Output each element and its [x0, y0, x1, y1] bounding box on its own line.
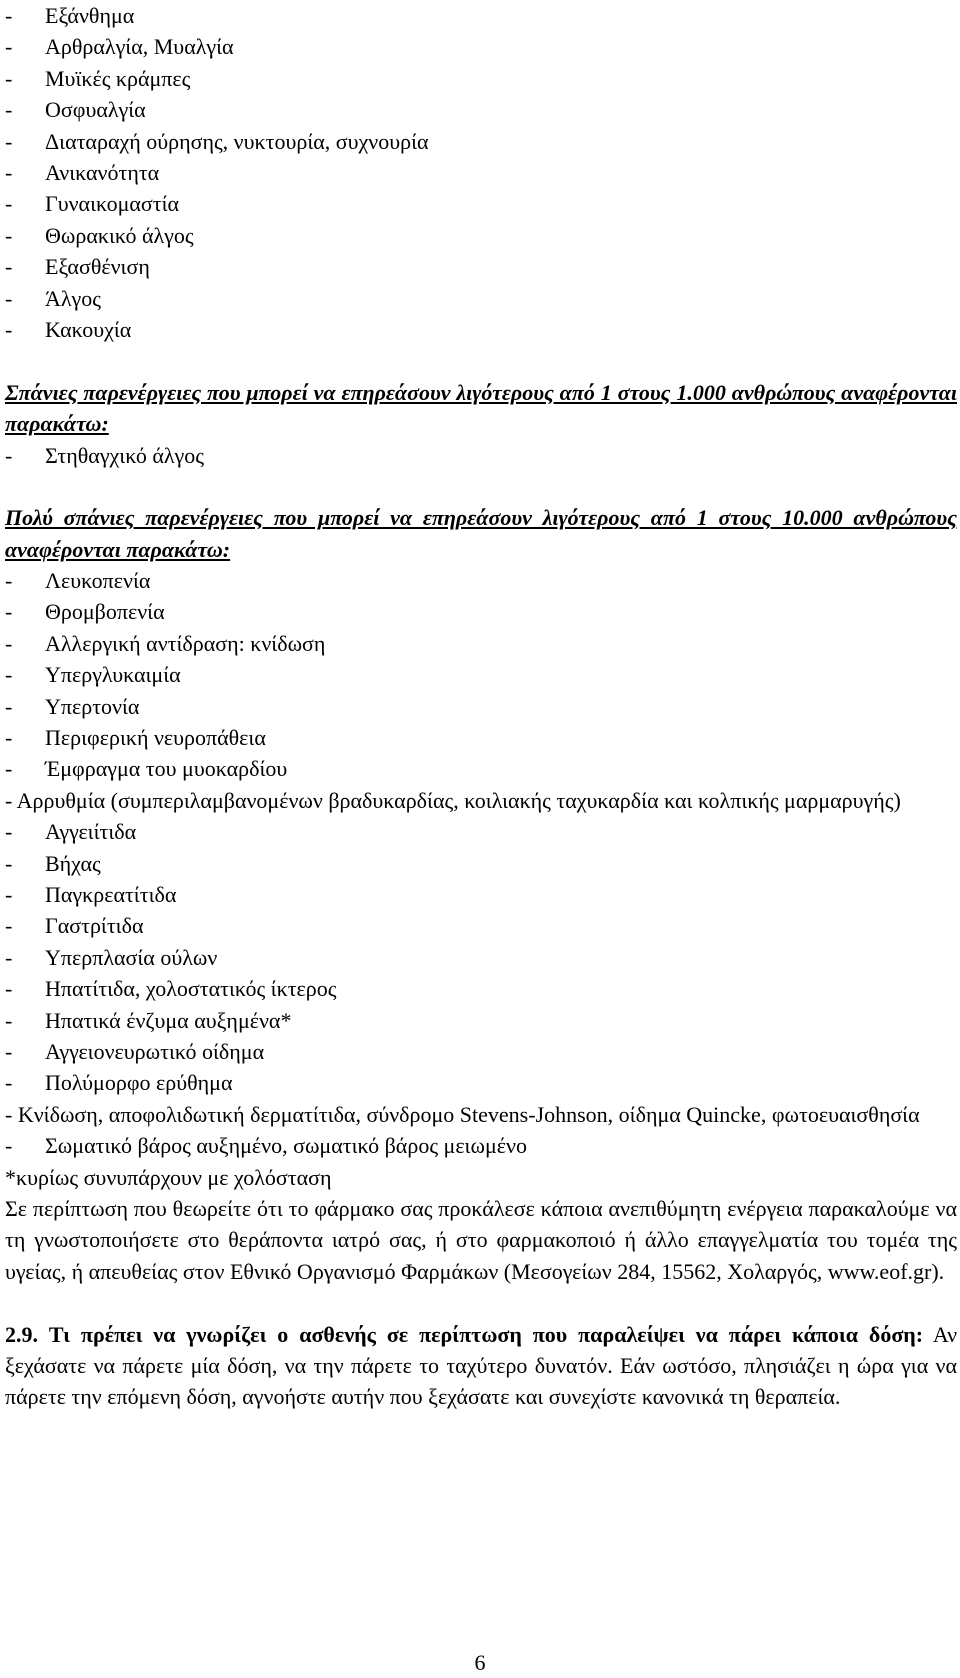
list-item: - Περιφερική νευροπάθεια: [5, 725, 266, 751]
list-item: - Υπερπλασία ούλων: [5, 944, 218, 970]
list-item: - Γαστρίτιδα: [5, 913, 144, 939]
list-item: - Παγκρεατίτιδα: [5, 882, 177, 908]
report-paragraph: Σε περίπτωση που θεωρείτε ότι το φάρμακο σας προκάλεσε κάποια ανεπιθύμητη ενέργεια παρακαλούμε να τη γνωστοποιήσετε στο θεράποντα ιατρό σας, ή στο φαρμακοποιό ή άλλο επαγγελματία του τομέα της υγείας, ή απευθείας στον Εθνικό Οργανισμό Φαρμάκων (Μεσογείων 284, 15562, Χολαργός, www.eof.gr).: [5, 1195, 957, 1284]
spacer: [5, 345, 957, 376]
page-number: 6: [474, 1650, 486, 1675]
list-item: - Θωρακικό άλγος: [5, 222, 194, 248]
list-item: - Ανικανότητα: [5, 159, 160, 185]
section-title: Τι πρέπει να γνωρίζει ο ασθενής σε περίπτωση που παραλείψει να πάρει κάποια δόση:: [48, 1321, 924, 1347]
list-item: - Αγγειίτιδα: [5, 819, 137, 845]
list-item: - Κακουχία: [5, 316, 132, 342]
list-item: - Διαταραχή ούρησης, νυκτουρία, συχνουρία: [5, 128, 429, 154]
heading-uncommon: Σπάνιες παρενέργειες που μπορεί να επηρεάσουν λιγότερους από 1 στους 1.000 ανθρώπους αναφέρονται παρακάτω:: [5, 379, 957, 437]
section-body: Αν ξεχάσατε να πάρετε μία δόση, να την πάρετε το ταχύτερο δυνατόν. Εάν ωστόσο, πλησιάζει η ώρα για να πάρετε την επόμενη δόση, αγνοήστε αυτήν που ξεχάσατε και συνεχίστε κανονικά τη θεραπεία.: [5, 1321, 958, 1410]
list-item: - Άλγος: [5, 285, 101, 311]
spacer: [5, 1287, 957, 1318]
list-item: - Ηπατίτιδα, χολοστατικός ίκτερος: [5, 976, 337, 1002]
section-2-9: [5, 1319, 957, 1413]
list-item: - Γυναικομαστία: [5, 191, 180, 217]
list-item: - Οσφυαλγία: [5, 97, 146, 123]
list-item: - Θρομβοπενία: [5, 599, 165, 625]
document-body: [5, 0, 957, 1413]
list-item: - Αλλεργική αντίδραση: κνίδωση: [5, 630, 326, 656]
list-item: - Έμφραγμα του μυοκαρδίου: [5, 756, 288, 782]
list-item: - Μυϊκές κράμπες: [5, 65, 191, 91]
list-item: - Αγγειονευρωτικό οίδημα: [5, 1038, 265, 1064]
list-item: - Αρρυθμία (συμπεριλαμβανομένων βραδυκαρδίας, κοιλιακής ταχυκαρδία και κολπικής μαρμαρυγής): [5, 787, 901, 813]
footnote: *κυρίως συνυπάρχουν με χολόσταση: [5, 1164, 332, 1190]
list-item: - Εξάνθημα: [5, 3, 135, 28]
list-item: - Λευκοπενία: [5, 568, 151, 594]
list-item: - Βήχας: [5, 850, 101, 876]
list-item: - Εξασθένιση: [5, 254, 150, 280]
side-effects-list-rare: [5, 565, 957, 1161]
spacer: [5, 471, 957, 502]
side-effects-list-uncommon: [5, 440, 957, 471]
side-effects-list-common: [5, 0, 957, 345]
list-item: - Πολύμορφο ερύθημα: [5, 1070, 233, 1096]
list-item: - Στηθαγχικό άλγος: [5, 442, 204, 468]
list-item: - Ηπατικά ένζυμα αυξημένα*: [5, 1007, 292, 1033]
list-item: - Σωματικό βάρος αυξημένο, σωματικό βάρος μειωμένο: [5, 1133, 527, 1159]
list-item: - Υπεργλυκαιμία: [5, 662, 181, 688]
list-item: - Αρθραλγία, Μυαλγία: [5, 34, 234, 60]
list-item: - Κνίδωση, αποφολιδωτική δερματίτιδα, σύνδρομο Stevens-Johnson, οίδημα Quincke, φωτοευαισθησία: [5, 1101, 920, 1127]
section-number: 2.9.: [5, 1321, 38, 1347]
heading-rare: Πολύ σπάνιες παρενέργειες που μπορεί να επηρεάσουν λιγότερους από 1 στους 10.000 ανθρώπους αναφέρονται παρακάτω:: [5, 505, 957, 562]
list-item: - Υπερτονία: [5, 693, 140, 719]
